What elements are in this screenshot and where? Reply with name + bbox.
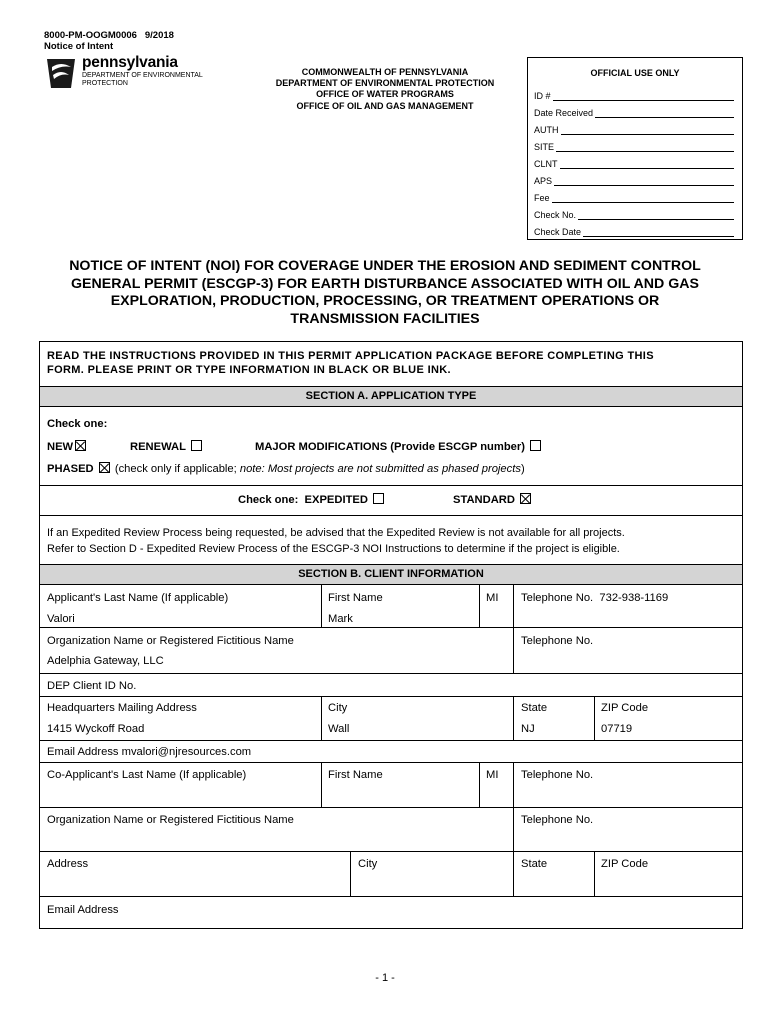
official-use-title: OFFICIAL USE ONLY	[590, 68, 680, 78]
agency-line: DEPARTMENT OF ENVIRONMENTAL PROTECTION	[275, 78, 495, 89]
option-phased[interactable]: PHASED (check only if applicable; note: Most projects are not submitted as phased projects)	[47, 463, 525, 475]
co-mi-label[interactable]: MI	[486, 769, 499, 781]
state[interactable]: NJ	[521, 723, 535, 735]
option-expedited[interactable]: EXPEDITED	[305, 494, 387, 506]
form-header	[44, 30, 174, 52]
section-a-header: SECTION A. APPLICATION TYPE	[40, 386, 742, 407]
co-first-name-label[interactable]: First Name	[328, 769, 383, 781]
option-major-modifications[interactable]: MAJOR MODIFICATIONS (Provide ESCGP number)	[255, 440, 543, 453]
expedited-info: If an Expedited Review Process being requested, be advised that the Expedited Review is not available for all projects. Refer to Section D - Expedited Review Process of the ESCGP-3 NOI Instructions to determine if the project is eligible.	[47, 527, 625, 555]
applicant-last-name-label: Applicant's Last Name (If applicable)	[47, 592, 229, 604]
email: mvalori@njresources.com	[121, 746, 252, 758]
co-city-label[interactable]: City	[358, 858, 378, 870]
agency-line: OFFICE OF OIL AND GAS MANAGEMENT	[296, 100, 474, 111]
agency-block	[255, 67, 515, 112]
mi-label: MI	[486, 592, 499, 604]
option-new[interactable]: NEW	[47, 440, 88, 453]
option-standard[interactable]: STANDARD	[453, 493, 533, 506]
org-telephone-label[interactable]: Telephone No.	[521, 635, 594, 647]
agency-line: COMMONWEALTH OF PENNSYLVANIA	[301, 67, 469, 77]
form-code: 8000-PM-OOGM0006	[44, 30, 137, 41]
co-telephone-label[interactable]: Telephone No.	[521, 769, 594, 781]
major-mod-checkbox[interactable]	[530, 440, 541, 451]
official-field-fee: Fee	[528, 186, 742, 203]
first-name-label: First Name	[328, 592, 383, 604]
telephone: 732-938-1169	[599, 592, 669, 604]
official-use-box	[527, 57, 743, 240]
logo-wordmark: pennsylvania	[82, 54, 178, 71]
email-field[interactable]: Email Address mvalori@njresources.com	[47, 746, 252, 758]
official-field-auth: AUTH	[528, 118, 742, 135]
document-title: NOTICE OF INTENT (NOI) FOR COVERAGE UNDER THE EROSION AND SEDIMENT CONTROL GENERAL PERMIT (ESCGP-3) FOR EARTH DISTURBANCE ASSOCIATED WITH OIL AND GAS EXPLORATION, PRODUCTION, PROCESSING, OR TREATMENT OPERATIONS OR TRANSMISSION FACILITIES	[69, 258, 701, 327]
co-organization-label[interactable]: Organization Name or Registered Fictitious Name	[47, 814, 294, 826]
first-name[interactable]: Mark	[328, 613, 353, 625]
expedited-checkbox[interactable]	[373, 493, 384, 504]
co-email-label[interactable]: Email Address	[47, 904, 119, 916]
application-form	[39, 341, 743, 929]
phased-checkbox[interactable]	[99, 462, 110, 473]
logo-department: DEPARTMENT OF ENVIRONMENTAL PROTECTION	[82, 72, 203, 87]
review-type-row: Check one: EXPEDITED	[238, 493, 386, 506]
city[interactable]: Wall	[328, 723, 350, 735]
co-state-label[interactable]: State	[521, 858, 548, 870]
official-field-id: ID #	[528, 84, 742, 101]
new-checkbox[interactable]	[75, 440, 86, 451]
standard-checkbox[interactable]	[520, 493, 531, 504]
official-field-clnt: CLNT	[528, 152, 742, 169]
official-field-check-no: Check No.	[528, 203, 742, 220]
option-renewal[interactable]: RENEWAL	[130, 440, 204, 453]
check-one-label: Check one:	[47, 418, 108, 430]
agency-line: OFFICE OF WATER PROGRAMS	[316, 89, 454, 100]
page-number: - 1 -	[375, 972, 395, 984]
official-field-site: SITE	[528, 135, 742, 152]
applicant-last-name[interactable]: Valori	[47, 613, 75, 625]
instructions: READ THE INSTRUCTIONS PROVIDED IN THIS PERMIT APPLICATION PACKAGE BEFORE COMPLETING THIS FORM. PLEASE PRINT OR TYPE INFORMATION IN BLACK OR BLUE INK.	[47, 350, 654, 376]
co-address-label[interactable]: Address	[47, 858, 89, 870]
organization-name[interactable]: Adelphia Gateway, LLC	[47, 655, 164, 667]
zip-label: ZIP Code	[601, 702, 649, 714]
organization-label: Organization Name or Registered Fictitious Name	[47, 635, 294, 647]
co-org-telephone-label[interactable]: Telephone No.	[521, 814, 594, 826]
section-b-header: SECTION B. CLIENT INFORMATION	[40, 564, 742, 585]
telephone-field[interactable]: Telephone No. 732-938-1169	[521, 592, 669, 604]
state-label: State	[521, 702, 548, 714]
dep-client-id-label[interactable]: DEP Client ID No.	[47, 680, 137, 692]
official-field-date-received: Date Received	[528, 101, 742, 118]
hq-address[interactable]: 1415 Wyckoff Road	[47, 723, 145, 735]
form-name: Notice of Intent	[44, 41, 114, 52]
official-field-aps: APS	[528, 169, 742, 186]
zip-code[interactable]: 07719	[601, 723, 633, 735]
pa-dep-logo	[44, 55, 214, 95]
city-label: City	[328, 702, 348, 714]
renewal-checkbox[interactable]	[191, 440, 202, 451]
form-date: 9/2018	[144, 30, 174, 41]
hq-address-label: Headquarters Mailing Address	[47, 702, 197, 714]
keystone-icon	[44, 55, 78, 91]
co-applicant-last-name-label[interactable]: Co-Applicant's Last Name (If applicable)	[47, 769, 247, 781]
official-field-check-date: Check Date	[528, 220, 742, 237]
co-zip-label[interactable]: ZIP Code	[601, 858, 649, 870]
